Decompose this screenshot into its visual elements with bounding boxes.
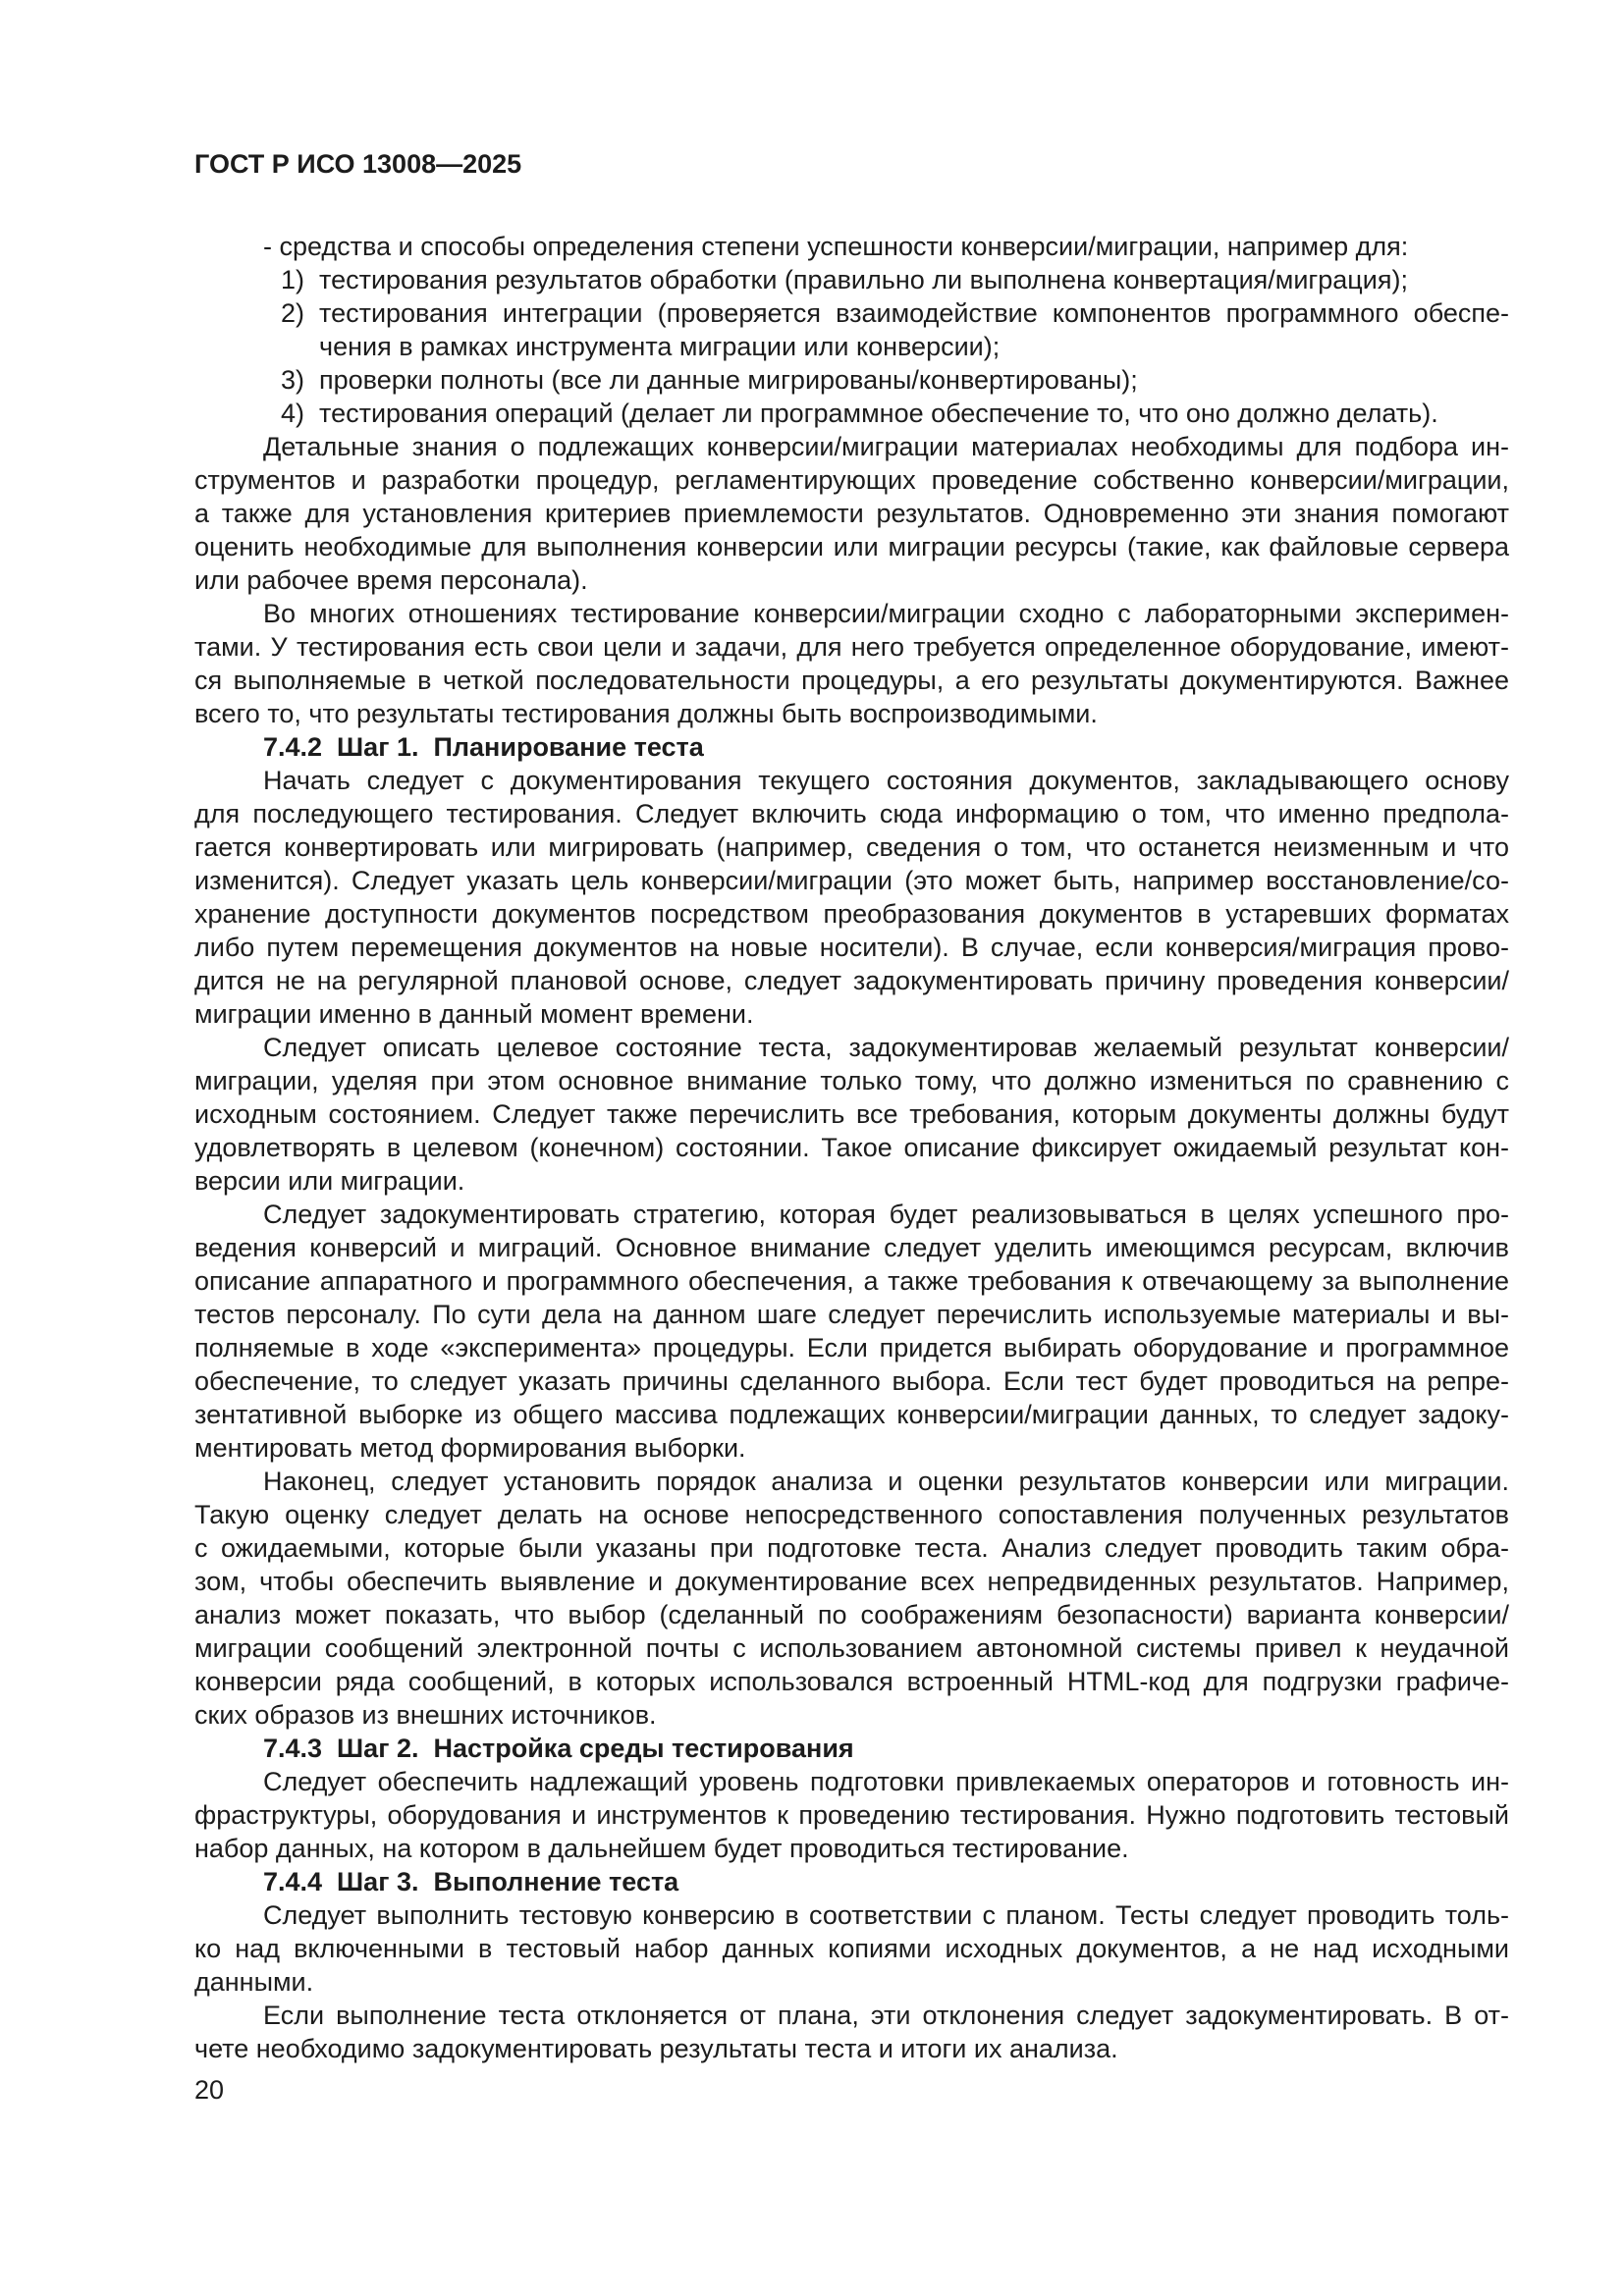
text-line: Начать следует с документирования текущего состояния документов, закладывающего основу	[263, 766, 1509, 795]
paragraph	[194, 1031, 1509, 1198]
text-line: либо путем перемещения документов на новые носители). В случае, если конверсия/миграция прово-	[194, 933, 1509, 962]
page-content	[194, 147, 1509, 2065]
text-line: ментировать метод формирования выборки.	[194, 1433, 746, 1463]
text-line: гается конвертировать или мигрировать (например, сведения о том, что останется неизменным и что	[194, 832, 1509, 862]
section-heading-7-4-2	[194, 730, 1509, 764]
text-line: струментов и разработки процедур, регламентирующих проведение собственно конверсии/миграции,	[194, 465, 1509, 495]
text-line: миграции сообщений электронной почты с использованием автономной системы привел к неудачной	[194, 1633, 1509, 1663]
text-line: проверки полноты (все ли данные мигрированы/конвертированы);	[319, 365, 1138, 395]
text-line: миграции именно в данный момент времени.	[194, 999, 754, 1029]
text-line: с ожидаемыми, которые были указаны при подготовке теста. Анализ следует проводить таким обра-	[194, 1533, 1509, 1563]
paragraph	[194, 1465, 1509, 1732]
text-line: набор данных, на котором в дальнейшем будет проводиться тестирование.	[194, 1834, 1129, 1863]
list-marker: 1)	[281, 265, 305, 294]
text-line: Детальные знания о подлежащих конверсии/миграции материалах необходимы для подбора ин-	[263, 432, 1509, 461]
section-heading-7-4-4	[194, 1865, 1509, 1898]
text-line: версии или миграции.	[194, 1166, 465, 1196]
text-line: тестирования интеграции (проверяется взаимодействие компонентов программного обеспе-	[319, 298, 1509, 328]
text-line: Следует выполнить тестовую конверсию в соответствии с планом. Тесты следует проводить толь-	[263, 1900, 1509, 1930]
text-line: Во многих отношениях тестирование конверсии/миграции сходно с лабораторными эксперимен-	[263, 599, 1509, 628]
text-line: ся выполняемые в четкой последовательности процедуры, а его результаты документируются. Важнее	[194, 666, 1509, 695]
text-line: 7.4.3 Шаг 2. Настройка среды тестирования	[263, 1734, 854, 1763]
list-marker: 2)	[281, 298, 305, 328]
paragraph	[194, 597, 1509, 730]
text-line: зом, чтобы обеспечить выявление и документирование всех непредвиденных результатов. Например,	[194, 1567, 1509, 1596]
text-line: исходным состоянием. Следует также перечислить все требования, которым документы должны будут	[194, 1099, 1509, 1129]
paragraph	[194, 1999, 1509, 2065]
text-line: Наконец, следует установить порядок анализа и оценки результатов конверсии или миграции.	[263, 1467, 1509, 1496]
list-item-1	[194, 263, 1509, 296]
list-item-dash	[194, 230, 1509, 263]
text-line: всего то, что результаты тестирования должны быть воспроизводимыми.	[194, 699, 1098, 728]
text-line: Следует описать целевое состояние теста, задокументировав желаемый результат конверсии/	[263, 1033, 1509, 1062]
text-line: ведения конверсий и миграций. Основное внимание следует уделить имеющимся ресурсам, включив	[194, 1233, 1509, 1262]
text-line: ко над включенными в тестовый набор данных копиями исходных документов, а не над исходными	[194, 1934, 1509, 1963]
text-line: изменится). Следует указать цель конверсии/миграции (это может быть, например восстановление/со-	[194, 866, 1509, 895]
list-item-3	[194, 363, 1509, 397]
list-item-2	[194, 296, 1509, 363]
text-line: анализ может показать, что выбор (сделанный по соображениям безопасности) варианта конверсии/	[194, 1600, 1509, 1629]
text-line: а также для установления критериев приемлемости результатов. Одновременно эти знания помогают	[194, 499, 1509, 528]
text-line: хранение доступности документов посредством преобразования документов в устаревших форматах	[194, 899, 1509, 929]
paragraph	[194, 1765, 1509, 1865]
page-number: 20	[194, 2075, 225, 2105]
list-item-4	[194, 397, 1509, 430]
text-line: - средства и способы определения степени успешности конверсии/миграции, например для:	[263, 232, 1409, 261]
text-line: Если выполнение теста отклоняется от плана, эти отклонения следует задокументировать. В от-	[263, 2001, 1509, 2030]
text-line: Такую оценку следует делать на основе непосредственного сопоставления полученных результатов	[194, 1500, 1509, 1529]
text-line: зентативной выборке из общего массива подлежащих конверсии/миграции данных, то следует задоку-	[194, 1400, 1509, 1429]
text-line: чете необходимо задокументировать результаты теста и итоги их анализа.	[194, 2034, 1118, 2063]
list-marker: 4)	[281, 399, 305, 428]
paragraph	[194, 1198, 1509, 1465]
text-line: оценить необходимые для выполнения конверсии или миграции ресурсы (такие, как файловые сервера	[194, 532, 1509, 561]
paragraph	[194, 430, 1509, 597]
text-line: обеспечение, то следует указать причины сделанного выбора. Если тест будет проводиться на репре-	[194, 1366, 1509, 1396]
text-line: данными.	[194, 1967, 314, 1997]
text-line: или рабочее время персонала).	[194, 565, 588, 595]
text-line: дится не на регулярной плановой основе, следует задокументировать причину проведения конверсии/	[194, 966, 1509, 995]
paragraph	[194, 764, 1509, 1031]
section-heading-7-4-3	[194, 1732, 1509, 1765]
text-line: полняемые в ходе «эксперимента» процедуры. Если придется выбирать оборудование и программное	[194, 1333, 1509, 1362]
text-line: тами. У тестирования есть свои цели и задачи, для него требуется определенное оборудование, имеют-	[194, 632, 1509, 662]
text-line: миграции, уделяя при этом основное внимание только тому, что должно измениться по сравнению с	[194, 1066, 1509, 1095]
text-line: чения в рамках инструмента миграции или конверсии);	[319, 332, 1001, 361]
list-marker: 3)	[281, 365, 305, 395]
text-line: ских образов из внешних источников.	[194, 1700, 657, 1730]
paragraph	[194, 1898, 1509, 1999]
text-line: 7.4.4 Шаг 3. Выполнение теста	[263, 1867, 679, 1896]
text-line: 7.4.2 Шаг 1. Планирование теста	[263, 732, 704, 762]
text-line: Следует задокументировать стратегию, которая будет реализовываться в целях успешного про-	[263, 1200, 1509, 1229]
text-line: описание аппаратного и программного обеспечения, а также требования к отвечающему за выполнение	[194, 1266, 1509, 1296]
text-line: для последующего тестирования. Следует включить сюда информацию о том, что именно предпола-	[194, 799, 1509, 828]
text-line: удовлетворять в целевом (конечном) состоянии. Такое описание фиксирует ожидаемый результат кон-	[194, 1133, 1509, 1162]
text-line: фраструктуры, оборудования и инструментов к проведению тестирования. Нужно подготовить тестовый	[194, 1800, 1509, 1830]
document-title: ГОСТ Р ИСО 13008—2025	[194, 149, 522, 179]
text-line: тестирования операций (делает ли программное обеспечение то, что оно должно делать).	[319, 399, 1438, 428]
text-line: тестирования результатов обработки (правильно ли выполнена конвертация/миграция);	[319, 265, 1408, 294]
text-line: Следует обеспечить надлежащий уровень подготовки привлекаемых операторов и готовность ин-	[263, 1767, 1509, 1796]
text-line: тестов персоналу. По сути дела на данном шаге следует перечислить используемые материалы и вы-	[194, 1300, 1509, 1329]
text-line: конверсии ряда сообщений, в которых использовался встроенный HTML-код для подгрузки графиче-	[194, 1667, 1509, 1696]
